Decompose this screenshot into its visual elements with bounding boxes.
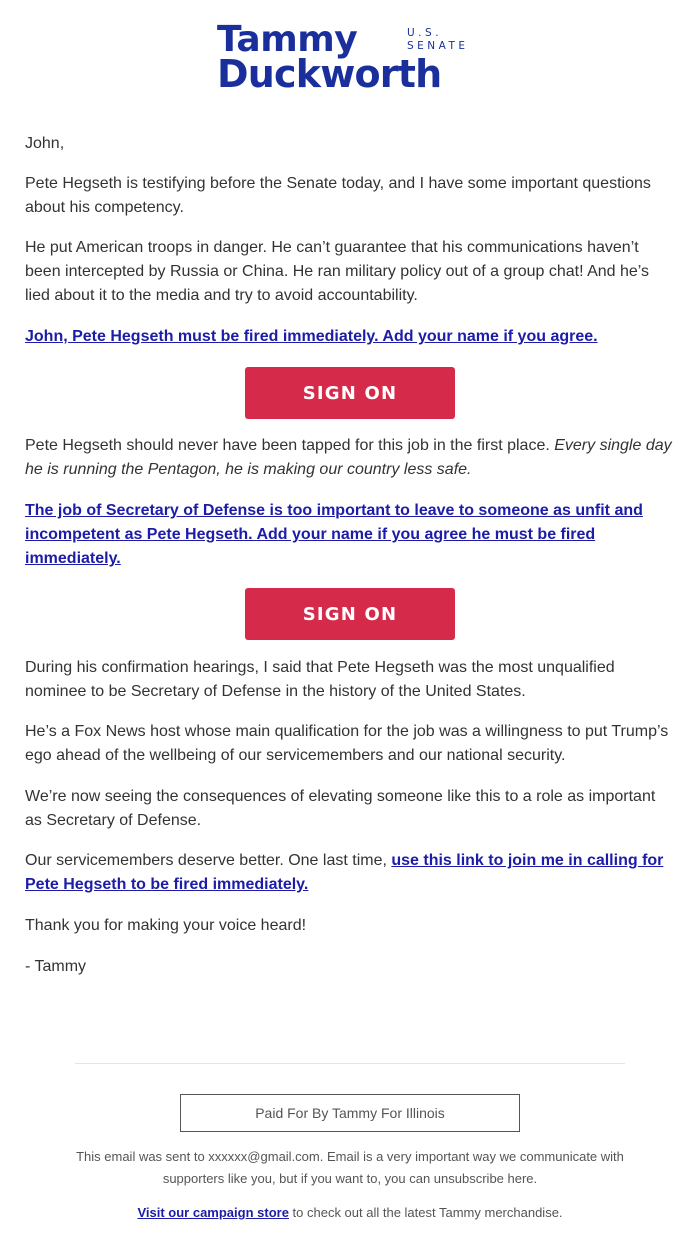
sign-on-button-1[interactable]: SIGN ON — [245, 367, 455, 419]
campaign-store-link[interactable]: Visit our campaign store — [137, 1205, 289, 1220]
paragraph-consequences: We’re now seeing the consequences of elevating someone like this to a role as important as Secretary of Defense. — [25, 788, 656, 829]
cta-link-fire[interactable]: John, Pete Hegseth must be fired immediately. Add your name if you agree. — [25, 328, 598, 345]
tammy-duckworth-logo — [217, 19, 487, 96]
paragraph-thanks: Thank you for making your voice heard! — [25, 917, 307, 934]
logo-senate: SENATE — [407, 40, 469, 52]
paragraph-last-time — [25, 849, 675, 897]
footer-divider — [75, 1063, 625, 1064]
sign-on-button-2[interactable]: SIGN ON — [245, 588, 455, 640]
paragraph-fox-news: He’s a Fox News host whose main qualification for the job was a willingness to put Trump’s ego ahead of the wellbeing of our servicemembers and our national security. — [25, 723, 669, 764]
greeting: John, — [25, 135, 65, 152]
paragraph-hearings: During his confirmation hearings, I said that Pete Hegseth was the most unqualified nominee to be Secretary of Defense in the history of the United States. — [25, 659, 615, 700]
logo-last-name: Duckworth — [217, 52, 442, 96]
paragraph-danger: He put American troops in danger. He can’t guarantee that his communications haven’t been intercepted by Russia or China. He ran military policy out of a group chat! And he’s lied about it to the media and try to avoid accountability. — [25, 239, 650, 304]
logo-first-name: Tammy — [217, 19, 358, 60]
footer-store-text: to check out all the latest Tammy merchandise. — [288, 1205, 563, 1220]
paragraph-tapped — [25, 434, 675, 482]
cta-link-secretary[interactable]: The job of Secretary of Defense is too important to leave to someone as unfit and incompetent as Pete Hegseth. Add your name if you agree he must be fired immediately. — [25, 502, 643, 567]
signoff: - Tammy — [25, 958, 87, 975]
paragraph-last-time-text: Our servicemembers deserve better. One last time, — [25, 852, 392, 869]
paragraph-tapped-italic: Every single day he is running the Pentagon, he is making our country less safe. — [25, 437, 672, 478]
paragraph-intro: Pete Hegseth is testifying before the Senate today, and I have some important questions about his competency. — [25, 175, 651, 216]
footer-notice: This email was sent to xxxxxx@gmail.com. Email is a very important way we communicate with supporters like you, but if you want to, you can unsubscribe here. — [76, 1149, 624, 1186]
logo-us: U.S. — [407, 27, 443, 39]
join-me-link[interactable]: use this link to join me in calling for Pete Hegseth to be fired immediately. — [25, 852, 664, 893]
paid-for-box: Paid For By Tammy For Illinois — [180, 1094, 520, 1132]
paragraph-tapped-text: Pete Hegseth should never have been tapped for this job in the first place. — [25, 437, 555, 454]
footer-store — [50, 1202, 650, 1224]
